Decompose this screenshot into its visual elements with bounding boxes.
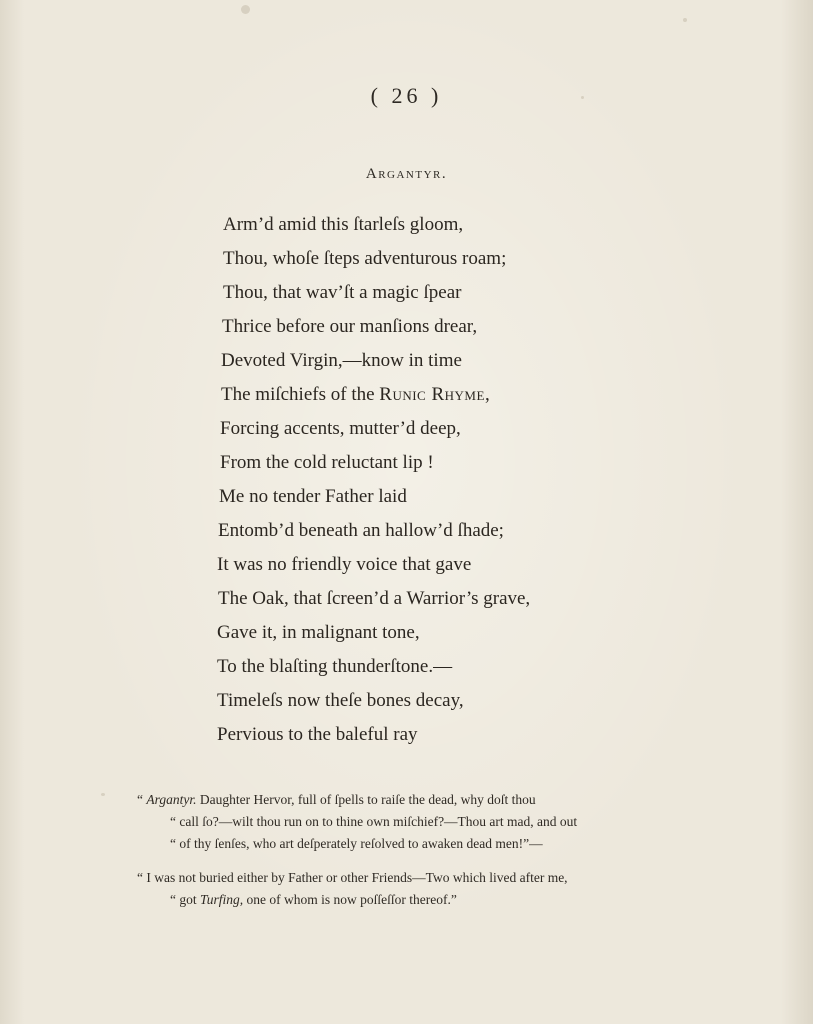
runic-rhyme-smallcaps: Runic Rhyme: [379, 384, 485, 405]
footnote-line: “ of thy ſenſes, who art deſperately reſolved to awaken dead men!”—: [170, 836, 543, 851]
footnote-line: “ Argantyr. Daughter Hervor, full of ſpells to raiſe the dead, why doſt thou: [137, 792, 536, 807]
paper-stain: [683, 18, 687, 22]
poem-line: Devoted Virgin,—know in time: [221, 350, 462, 371]
poem-line: Pervious to the baleful ray: [217, 724, 418, 745]
poem-heading: Argantyr.: [365, 166, 448, 182]
paper-stain: [101, 793, 105, 796]
paper-stain: [241, 5, 250, 14]
page-number: ( 26 ): [370, 83, 443, 108]
poem-line: Thrice before our manſions drear,: [222, 316, 478, 337]
poem-line: Forcing accents, mutter’d deep,: [220, 418, 461, 439]
footnote-line: “ call ſo?—wilt thou run on to thine own miſchief?—Thou art mad, and out: [170, 814, 578, 829]
poem-line: Thou, that wav’ſt a magic ſpear: [223, 282, 462, 303]
footnote-italic-name: Argantyr.: [146, 792, 197, 807]
poem-stanza: [217, 208, 637, 752]
poem-line: To the blaſting thunderſtone.—: [217, 656, 453, 677]
poem-line: Timeleſs now theſe bones decay,: [217, 690, 464, 711]
poem-line: Arm’d amid this ſtarleſs gloom,: [223, 214, 464, 235]
poem-line: Thou, whoſe ſteps adventurous roam;: [223, 248, 507, 269]
poem-line: It was no friendly voice that gave: [217, 554, 472, 575]
poem-line: Me no tender Father laid: [219, 486, 407, 507]
footnote-italic-word: Turfing,: [200, 892, 244, 907]
poem-line: The Oak, that ſcreen’d a Warrior’s grave,: [218, 588, 531, 609]
poem-line: Entomb’d beneath an hallow’d ſhade;: [218, 520, 504, 541]
footnote-line: “ I was not buried either by Father or other Friends—Two which lived after me,: [137, 870, 568, 885]
poem-line: From the cold reluctant lip !: [220, 452, 434, 473]
poem-line: The miſchiefs of the Runic Rhyme,: [221, 384, 490, 405]
footnote-line: “ got Turfing, one of whom is now poſſeſſor thereof.”: [170, 892, 457, 907]
poem-line: Gave it, in malignant tone,: [217, 622, 420, 643]
